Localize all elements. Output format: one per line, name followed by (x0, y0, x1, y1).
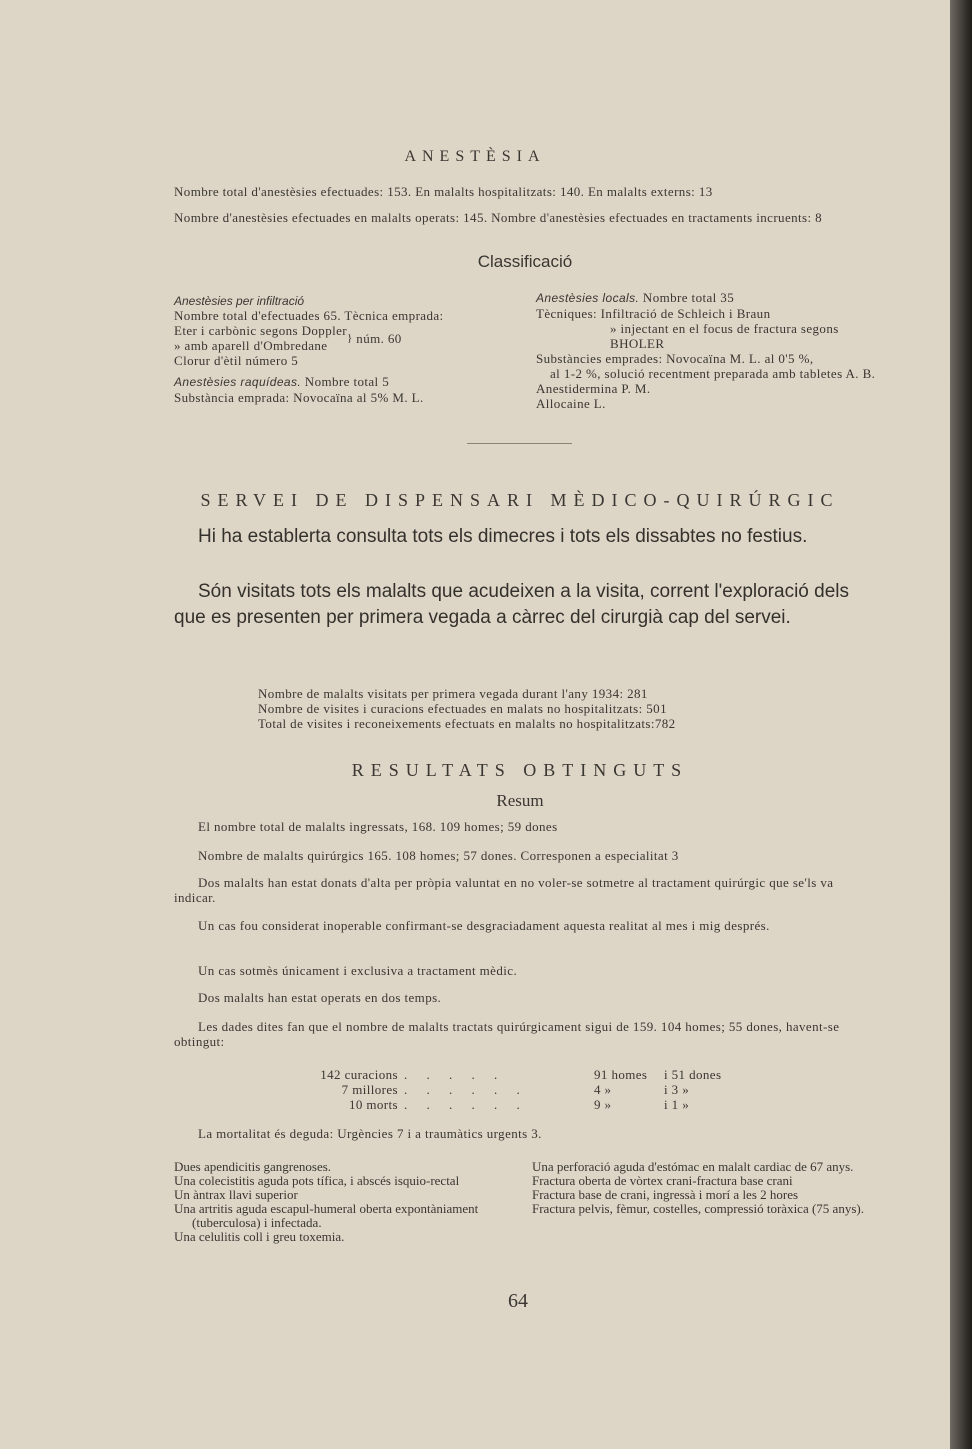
resultats-paragraph-1: El nombre total de malalts ingressats, 168. 109 homes; 59 dones (198, 819, 558, 834)
raquidees-total: Nombre total 5 (304, 374, 390, 389)
brace-icon: } (347, 332, 353, 344)
section-title-dispensari: SERVEI DE DISPENSARI MÈDICO-QUIRÚRGIC (200, 490, 840, 510)
anestesia-line-2: Nombre d'anestèsies efectuades en malalts operats: 145. Nombre d'anestèsies efectuades en tractaments incruents: 8 (174, 210, 823, 225)
infiltracio-title: Anestèsies per infiltració (174, 294, 305, 308)
outcome-homes: 4 » (594, 1082, 612, 1097)
dispensari-stats (258, 686, 798, 731)
resultats-paragraph-7: Les dades dites fan que el nombre de malalts tractats quirúrgicament sigui de 159. 104 homes; 55 dones, havent-se obtingut: (174, 1019, 840, 1049)
section-divider (467, 443, 572, 444)
causes-right-list (532, 1160, 876, 1216)
outcome-homes: 91 homes (594, 1067, 648, 1082)
page-number: 64 (508, 1290, 528, 1312)
cause-item: Un àntrax llavi superior (174, 1187, 298, 1202)
outcome-row: 10 morts . . . . . . 9 » i 1 » (302, 1097, 742, 1112)
anestidermina-line: Anestidermina P. M. (536, 381, 651, 396)
classification-right-column (536, 290, 876, 411)
substancies-line-1: Substàncies emprades: Novocaïna M. L. al 0'5 %, (536, 351, 814, 366)
locals-total: Nombre total 35 (642, 290, 735, 305)
resultats-paragraph-6: Dos malalts han estat operats en dos temps. (198, 990, 442, 1005)
stats-line-1: Nombre de malalts visitats per primera vegada durant l'any 1934: 281 (258, 686, 648, 701)
eter-number: núm. 60 (356, 330, 402, 346)
raquidees-line (174, 374, 514, 390)
cause-item: Una artritis aguda escapul-humeral oberta expontàniament (tuberculosa) i infectada. (174, 1201, 479, 1230)
clorur-line: Clorur d'ètil número 5 (174, 353, 299, 368)
tecniques-line-2: » injectant en el focus de fractura segons BHOLER (610, 321, 839, 351)
stats-line-3: Total de visites i reconeixements efectuats en malalts no hospitalitzats:782 (258, 716, 676, 731)
resultats-paragraph-3: Dos malalts han estat donats d'alta per pròpia valuntat en no voler-se sotmetre al tractament quirúrgic que se'ls va indicar. (174, 875, 834, 905)
section-title-resultats: RESULTATS OBTINGUTS (351, 760, 689, 780)
resultats-paragraph-4: Un cas fou considerat inoperable confirmant-se desgraciadament aquesta realitat al mes i mig després. (198, 918, 770, 933)
outcome-row: 7 millores . . . . . . 4 » i 3 » (302, 1082, 742, 1097)
eter-line-1: Eter i carbònic segons Doppler (174, 323, 348, 338)
eter-line-2: » amb aparell d'Ombredane (174, 338, 328, 353)
section-title-anestesia: ANESTÈSIA (404, 148, 546, 165)
outcome-dones: i 1 » (664, 1097, 690, 1112)
infiltracio-total: Nombre total d'efectuades 65. Tècnica emprada: (174, 308, 444, 323)
substancia-line: Substància emprada: Novocaïna al 5% M. L. (174, 390, 424, 405)
outcome-count: 7 millores (341, 1082, 398, 1097)
locals-line (536, 290, 876, 306)
classification-left-column (174, 294, 514, 405)
causes-left-list (174, 1160, 509, 1244)
cause-item: Fractura oberta de vòrtex crani-fractura base crani (532, 1173, 793, 1188)
resultats-paragraph-2: Nombre de malalts quirúrgics 165. 108 homes; 57 dones. Corresponen a especialitat 3 (198, 848, 679, 863)
cause-item: Una perforació aguda d'estómac en malalt cardiac de 67 anys. (532, 1159, 854, 1174)
substancies-line-2: al 1-2 %, solució recentment preparada amb tabletes A. B. (550, 366, 876, 381)
eter-group (174, 323, 514, 353)
outcome-count: 10 morts (348, 1097, 398, 1112)
mortalitat-line: La mortalitat és deguda: Urgències 7 i a traumàtics urgents 3. (198, 1126, 542, 1141)
cause-item: Fractura pelvis, fèmur, costelles, compressió toràxica (75 anys). (532, 1201, 864, 1216)
cause-item: Dues apendicitis gangrenoses. (174, 1159, 332, 1174)
allocaine-line: Allocaine L. (536, 396, 606, 411)
dispensari-paragraph-2: Són visitats tots els malalts que acudeixen a la visita, corrent l'exploració dels que es presenten per primera vegada a càrrec del cirurgià cap del servei. (174, 581, 850, 628)
outcome-dones: i 51 dones (664, 1067, 722, 1082)
resum-heading: Resum (496, 791, 544, 810)
outcome-dones: i 3 » (664, 1082, 690, 1097)
locals-title: Anestèsies locals. (536, 291, 640, 305)
tecniques-line-1: Tècniques: Infiltració de Schleich i Braun (536, 306, 771, 321)
cause-item: Una colecistitis aguda pots tífica, i abscés isquio-rectal (174, 1173, 460, 1188)
dispensari-paragraph-1: Hi ha establerta consulta tots els dimecres i tots els dissabtes no festius. (198, 526, 808, 547)
classificacio-heading: Classificació (477, 252, 573, 271)
raquidees-title: Anestèsies raquídeas. (174, 375, 302, 389)
anestesia-line-1: Nombre total d'anestèsies efectuades: 153. En malalts hospitalitzats: 140. En malalts externs: 13 (174, 184, 713, 199)
cause-item: Fractura base de crani, ingressà i morí a les 2 hores (532, 1187, 799, 1202)
stats-line-2: Nombre de visites i curacions efectuades en malats no hospitalitzats: 501 (258, 701, 667, 716)
page-edge-shadow (950, 0, 972, 1449)
outcome-row: 142 curacions . . . . . 91 homes i 51 dones (302, 1067, 742, 1082)
outcome-count: 142 curacions (320, 1067, 398, 1082)
resultats-paragraph-5: Un cas sotmès únicament i exclusiva a tractament mèdic. (198, 963, 518, 978)
outcomes-table (302, 1067, 742, 1112)
outcome-homes: 9 » (594, 1097, 612, 1112)
cause-item: Una celulitis coll i greu toxemia. (174, 1229, 345, 1244)
